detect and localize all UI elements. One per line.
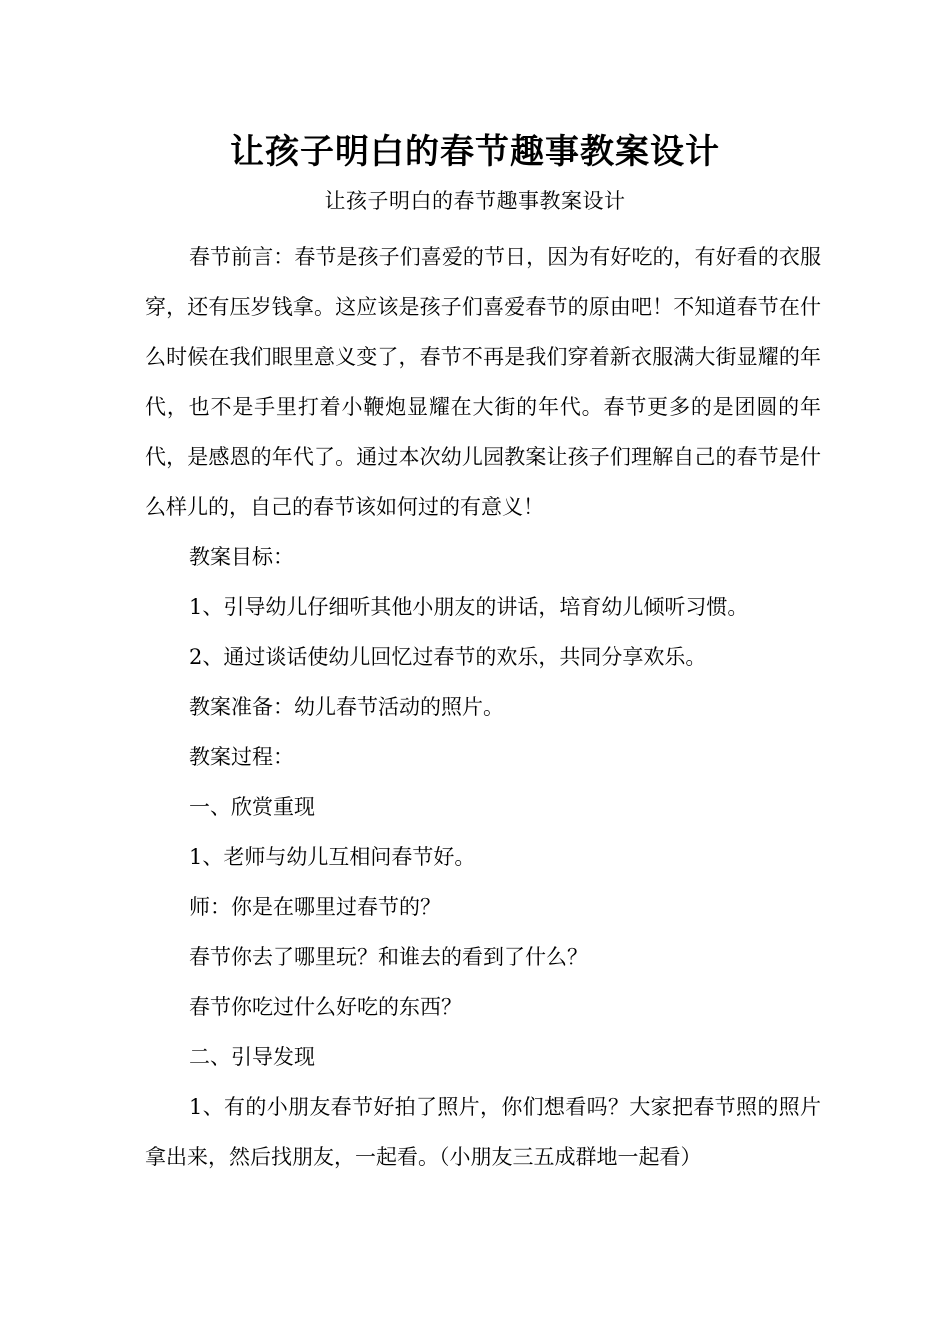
paragraph-process-heading: 教案过程： (189, 745, 294, 769)
paragraph-question-3: 春节你吃过什么好吃的东西？ (189, 995, 462, 1019)
paragraph-goal-1: 1、引导幼儿仔细听其他小朋友的讲话，培育幼儿倾听习惯。 (189, 595, 749, 619)
paragraph-section-2: 二、引导发现 (189, 1045, 315, 1069)
document-title: 让孩子明白的春节趣事教案设计 (230, 132, 720, 172)
paragraph-preface: 春节前言：春节是孩子们喜爱的节日，因为有好吃的，有好看的衣服穿，还有压岁钱拿。这应该是孩子们喜爱春节的原由吧！不知道春节在什么时候在我们眼里意义变了，春节不再是我们穿着新衣服满大街显耀的年代，也不是手里打着小鞭炮显耀在大街的年代。春节更多的是团圆的年代，是感恩的年代了。通过本次幼儿园教案让孩子们理解自己的春节是什么样儿的，自己的春节该如何过的有意义！ (145, 245, 821, 519)
paragraph-question-2: 春节你去了哪里玩？和谁去的看到了什么？ (189, 945, 588, 969)
document-body (145, 232, 821, 1182)
document-subtitle: 让孩子明白的春节趣事教案设计 (324, 189, 626, 213)
paragraph-step-2: 1、有的小朋友春节好拍了照片，你们想看吗？大家把春节照的照片拿出来，然后找朋友，一起看。（小朋友三五成群地一起看） (145, 1095, 821, 1169)
paragraph-goal-2: 2、通过谈话使幼儿回忆过春节的欢乐，共同分享欢乐。 (189, 645, 707, 669)
paragraph-goals-heading: 教案目标： (189, 545, 294, 569)
paragraph-section-1: 一、欣赏重现 (189, 795, 315, 819)
paragraph-step-1: 1、老师与幼儿互相问春节好。 (189, 845, 476, 869)
paragraph-question-1: 师：你是在哪里过春节的？ (189, 895, 441, 919)
paragraph-preparation: 教案准备：幼儿春节活动的照片。 (189, 695, 504, 719)
